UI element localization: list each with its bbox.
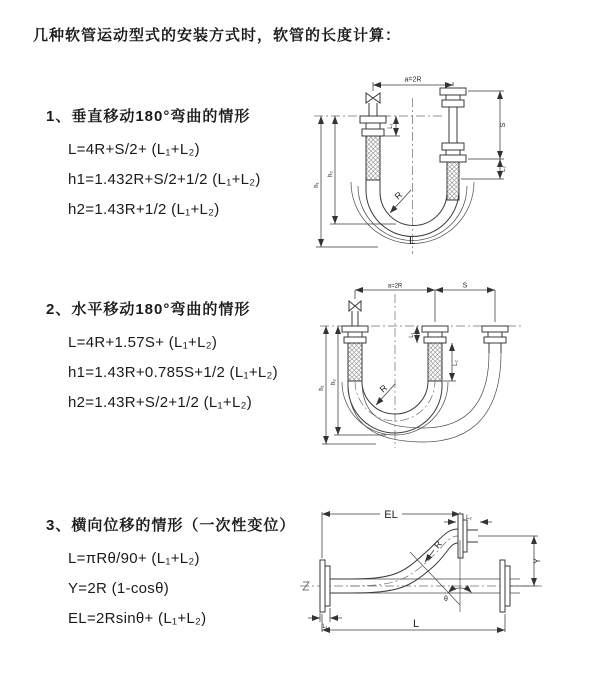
middle-pipe-assembly [422,326,448,381]
section-1-formula-1: L=4R+S/2+ (L₁+L₂) [68,141,200,158]
dim-label-h2: h₂ [328,171,334,177]
diagram-horizontal-180-bend [316,278,538,454]
dim-label-y: Y [532,557,542,565]
length-label: L [408,235,416,247]
section-3-formula-1: L=πRθ/90+ (L₁+L₂) [68,550,200,567]
dim-label-h1: h₁ [314,182,320,188]
section-3-heading: 3、横向位移的情形（一次性变位） [46,517,296,534]
dimension-l2 [444,515,492,522]
section-2 [46,298,278,418]
section-1 [46,105,261,225]
diagram-vertical-180-bend [308,70,536,260]
page-title: 几种软管运动型式的安装方式时，软管的长度计算： [33,27,402,44]
dim-label-l2: L₂ [501,166,507,172]
flange [458,514,463,558]
section-2-formula-3: h2=1.43R+S/2+1/2 (L₁+L₂) [68,394,253,411]
flange [440,88,466,95]
flange [360,116,386,123]
dim-label-l2: L₂ [466,515,472,521]
section-1-heading: 1、垂直移动180°弯曲的情形 [46,108,251,125]
dim-label-s: S [500,122,507,128]
section-2-formula-2: h1=1.43R+0.785S+1/2 (L₁+L₂) [68,364,278,381]
section-3-formula-3: EL=2Rsinθ+ (L₁+L₂) [68,610,207,627]
dim-label-l: L [412,618,420,630]
dimension-l [322,614,505,632]
dim-label-a2r: a=2R [404,76,422,84]
braided-hose-section [366,136,380,180]
section-2-heading: 2、水平移动180°弯曲的情形 [46,301,251,318]
section-3-formula-2: Y=2R (1-cosθ) [68,580,170,597]
dimension-a2r [355,284,495,323]
section-1-formula-2: h1=1.432R+S/2+1/2 (L₁+L₂) [68,171,261,188]
radius-callout [390,189,411,213]
flange [320,560,325,612]
braided-hose-section [447,162,459,200]
dim-label-a2r: a=2R [387,283,403,290]
dimension-s [435,283,495,291]
dim-label-s: S [462,282,468,290]
angle-label: θ [444,596,448,603]
radius-label: R [392,189,405,202]
dim-label-l1: L₁ [409,332,415,338]
flange [442,143,464,150]
left-pipe-assembly [360,103,386,180]
left-pipe-assembly [342,326,368,381]
section-3 [46,514,295,634]
braided-hose-section [428,343,442,381]
dimension-l2 [500,159,507,179]
radius-callout [376,382,395,405]
dim-label-h1: h₁ [319,385,325,391]
dim-label-l1: L₁ [322,624,328,630]
right-pipe-assembly [440,88,466,200]
flange [422,326,448,332]
flange [342,326,368,332]
valve-icon [366,93,380,103]
braided-hose-section [348,343,362,381]
dim-label-h2: h₂ [331,379,337,385]
radius-label: R [432,538,444,551]
flange [482,326,508,332]
section-1-formula-3: h2=1.43R+1/2 (L₁+L₂) [68,201,220,218]
diagram-lateral-displacement [298,500,548,648]
dim-label-el: EL [384,509,398,521]
flange [500,560,505,612]
dimension-l1 [409,326,417,343]
section-2-formula-1: L=4R+1.57S+ (L₁+L₂) [68,334,218,351]
dim-label-l1: L₁ [388,123,394,129]
radius-label: R [377,382,390,395]
dim-label-l2: L₂ [453,360,459,366]
hose-u-bend-position-2 [348,353,501,442]
right-pipe-assembly [482,326,508,353]
hose-s-curve [350,529,458,593]
dimension-el [322,509,460,558]
dimension-l2 [443,343,459,381]
valve-icon [349,301,361,326]
